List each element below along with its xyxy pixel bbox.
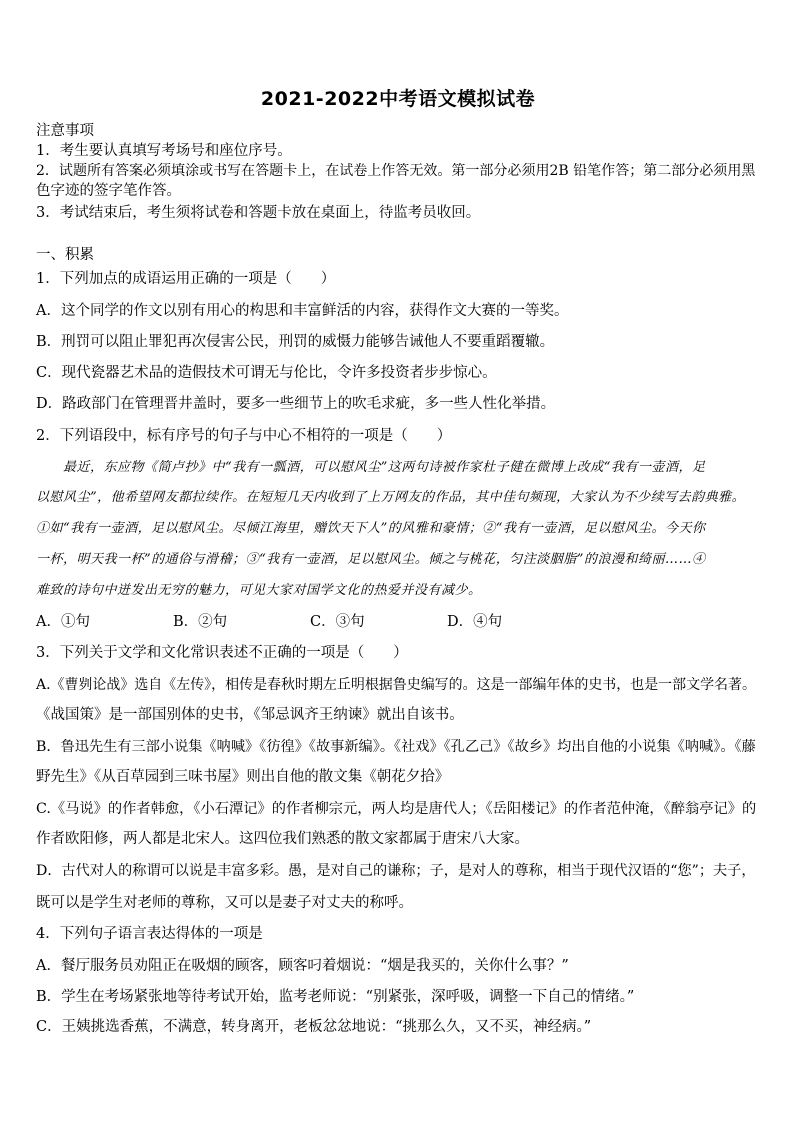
- q3-line-2: 《战国策》是一部国别体的史书，《邹忌讽齐王纳谏》就出自该书。: [36, 707, 464, 723]
- q1-stem: 1．下列加点的成语运用正确的一项是（ ）: [36, 271, 336, 287]
- q2-passage-line-2: 以慰风尘”，他希望网友都拉续作。在短短几天内收到了上万网友的作品，其中佳句频现，大家认为不少续写去韵典雅。: [36, 490, 746, 505]
- q2-options: [36, 612, 584, 632]
- exam-title: 2021-2022中考语文模拟试卷: [260, 88, 536, 110]
- q3-line-3: B．鲁迅先生有三部小说集《呐喊》《彷徨》《故事新编》。《社戏》《孔乙己》《故乡》均出自他的小说集《呐喊》。《藤: [36, 739, 756, 755]
- q1-option-d: D．路政部门在管理晋井盖时，要多一些细节上的吹毛求疵，多一些人性化举措。: [36, 396, 556, 412]
- q1-option-a: A．这个同学的作文以别有用心的构思和丰富鲜活的内容，获得作文大赛的一等奖。: [36, 303, 569, 319]
- notice-item-1: 1．考生要认真填写考场号和座位序号。: [36, 143, 292, 159]
- q3-line-4: 野先生》《从百草园到三味书屋》则出自他的散文集《朝花夕拾》: [36, 769, 450, 785]
- q3-line-8: 既可以是学生对老师的尊称，又可以是妻子对丈夫的称呼。: [36, 895, 413, 911]
- q3-line-1: A.《曹刿论战》选自《左传》，相传是春秋时期左丘明根据鲁史编写的。这是一部编年体的史书，也是一部文学名著。: [36, 677, 756, 693]
- q2-option-a: A．①句: [36, 614, 90, 630]
- q2-passage-line-3: ①如“我有一壶酒，足以慰风尘。尽倾江海里，赠饮天下人”的风雅和豪情；②“我有一壶酒，足以慰风尘。今天你: [36, 521, 706, 536]
- q4-stem: 4．下列句子语言表达得体的一项是: [36, 926, 263, 942]
- q2-passage-line-5: 难致的诗句中迸发出无穷的魅力，可见大家对国学文化的热爱并没有减少。: [36, 583, 482, 598]
- q3-line-5: C.《马说》的作者韩愈，《小石潭记》的作者柳宗元，两人均是唐代人；《岳阳楼记》的作者范仲淹，《醉翁亭记》的: [36, 801, 757, 817]
- notice-item-2: 2．试题所有答案必须填涂或书写在答题卡上，在试卷上作答无效。第一部分必须用2B 铅笔作答；第二部分必须用黑: [36, 163, 756, 179]
- q3-line-7: D．古代对人的称谓可以说是丰富多彩。愚，是对自己的谦称；子，是对人的尊称，相当于现代汉语的“您”；夫子，: [36, 863, 756, 879]
- q2-passage-line-4: 一杯，明天我一杯”的通俗与滑稽；③“我有一壶酒，足以慰风尘。倾之与桃花，匀注淡胭脂”的浪漫和绮丽……④: [36, 552, 706, 567]
- section-heading: 一、积累: [36, 247, 94, 263]
- notice-item-3: 3．考试结束后，考生须将试卷和答题卡放在桌面上，待监考员收回。: [36, 205, 481, 221]
- q3-line-6: 作者欧阳修，两人都是北宋人。这四位我们熟悉的散文家都属于唐宋八大家。: [36, 831, 529, 847]
- q2-passage-line-1: 最近，东应物《简卢抄》中“我有一瓢酒，可以慰风尘”这两句诗被作家杜子健在微博上改成“我有一壶酒，足: [36, 460, 706, 475]
- q1-option-b: B．刑罚可以阻止罪犯再次侵害公民，刑罚的威慑力能够告诫他人不要重蹈覆辙。: [36, 334, 555, 350]
- q3-stem: 3．下列关于文学和文化常识表述不正确的一项是（ ）: [36, 645, 408, 661]
- q4-option-b: B．学生在考场紧张地等待考试开始，监考老师说：“别紧张，深呼吸，调整一下自己的情绪。”: [36, 989, 635, 1005]
- notice-heading: 注意事项: [36, 123, 94, 139]
- q1-option-c: C．现代瓷器艺术品的造假技术可谓无与伦比，令许多投资者步步惊心。: [36, 365, 497, 381]
- q2-option-c: C．③句: [310, 614, 365, 630]
- notice-item-2-cont: 色字迹的签字笔作答。: [36, 183, 181, 199]
- q2-option-b: B．②句: [173, 614, 228, 630]
- q2-stem: 2．下列语段中，标有序号的句子与中心不相符的一项是（ ）: [36, 428, 452, 444]
- q4-option-a: A．餐厅服务员劝阻正在吸烟的顾客，顾客叼着烟说：“烟是我买的，关你什么事？”: [36, 958, 569, 974]
- q4-option-c: C．王姨挑选香蕉，不满意，转身离开，老板忿忿地说：“挑那么久，又不买，神经病。”: [36, 1019, 592, 1035]
- q2-option-d: D．④句: [447, 614, 503, 630]
